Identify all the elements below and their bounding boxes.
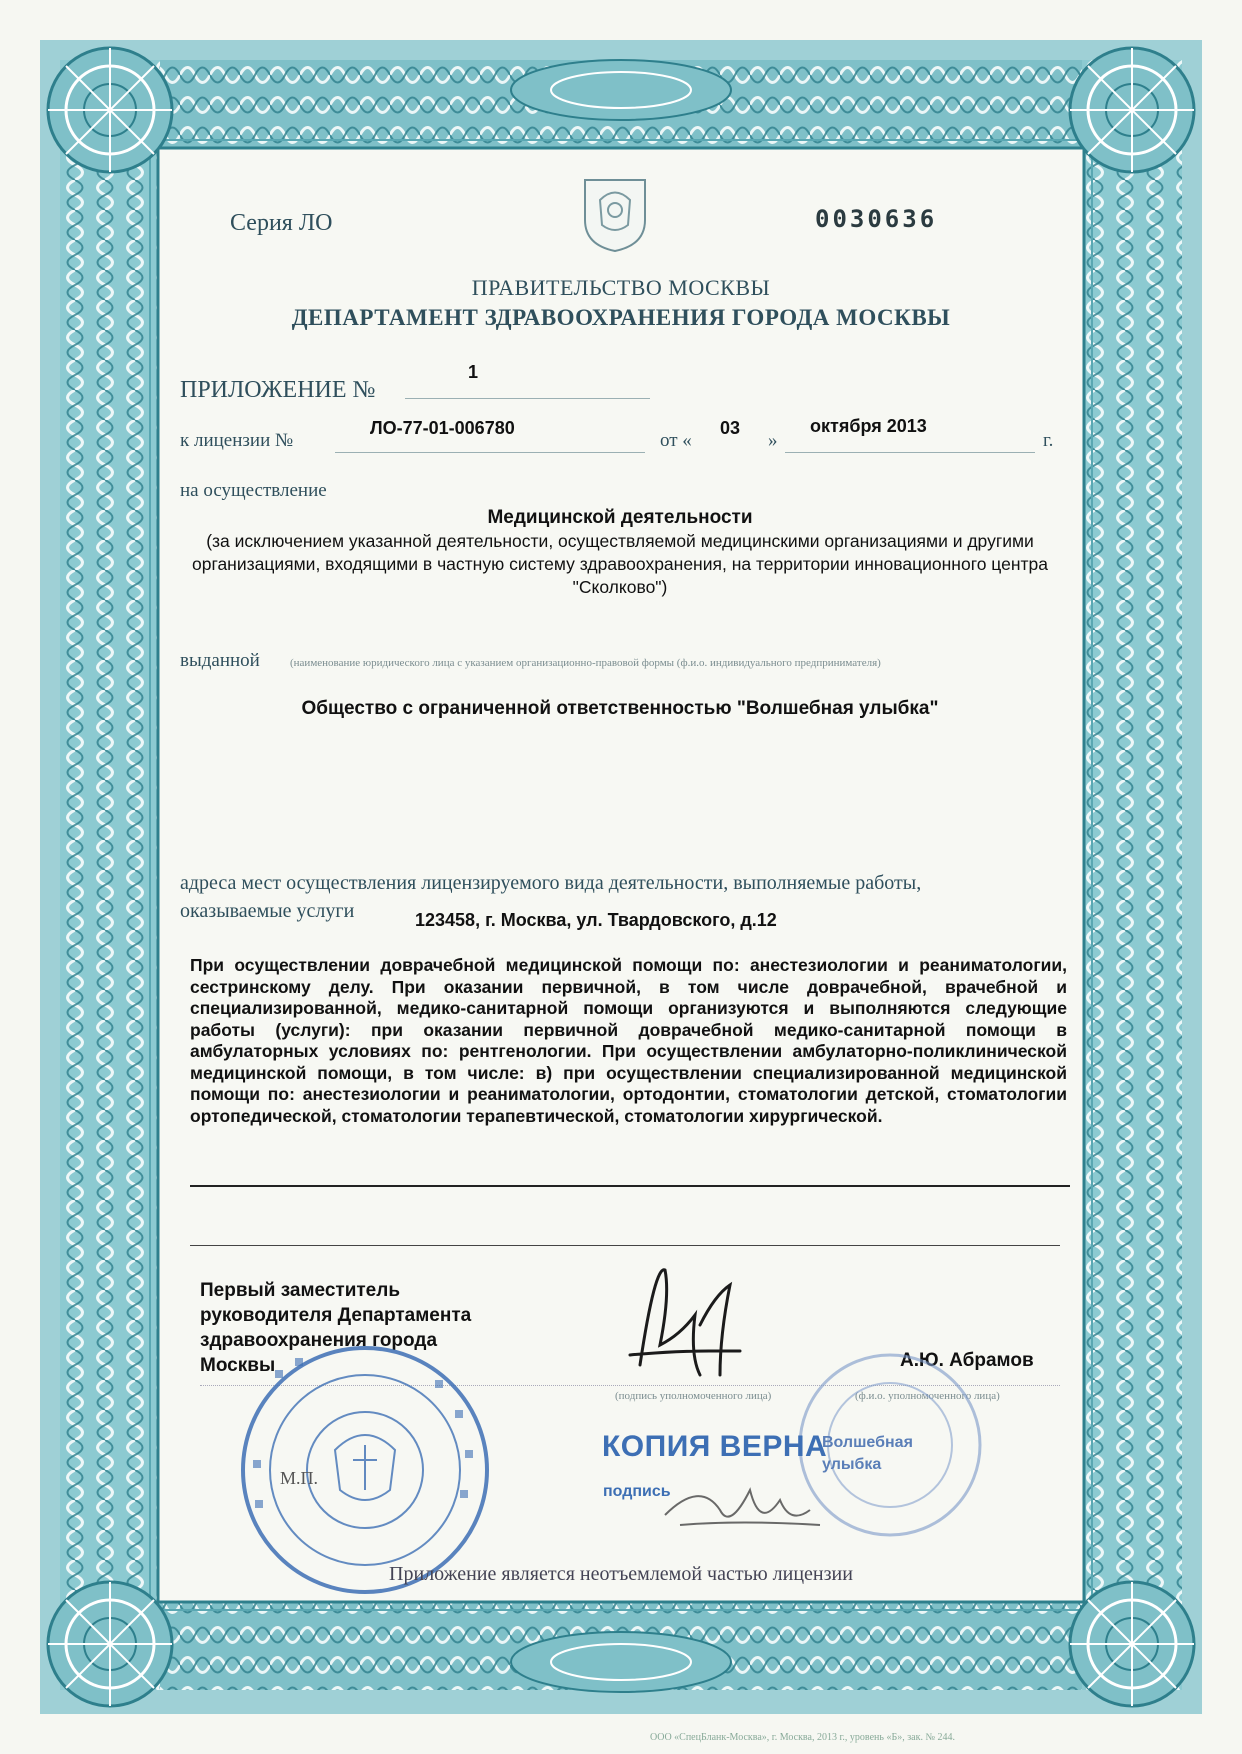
official-seal [235, 1340, 495, 1600]
copy-stamp-text: КОПИЯ ВЕРНА [602, 1430, 828, 1463]
issued-hint: (наименование юридического лица с указанием организационно-правовой формы (ф.и.о. индивидуального предпринимателя) [290, 657, 881, 669]
license-number: ЛО-77-01-006780 [370, 418, 515, 438]
appendix-label: ПРИЛОЖЕНИЕ № [180, 377, 376, 403]
license-close-quote: » [768, 430, 778, 451]
footer-note: Приложение является неотъемлемой частью лицензии [389, 1563, 853, 1585]
signatory-position-line4: Москвы [200, 1355, 276, 1376]
issued-label: выданной [180, 650, 260, 671]
signatory-name: А.Ю. Абрамов [900, 1350, 1034, 1371]
sign-hint: (подпись уполномоченного лица) [615, 1390, 772, 1402]
copy-signature-graphic [660, 1470, 830, 1550]
license-from-label: от « [660, 430, 692, 451]
serial-number: 0030636 [815, 205, 938, 233]
address-value: 123458, г. Москва, ул. Твардовского, д.12 [415, 910, 777, 930]
printer-note: ООО «СпецБланк-Москва», г. Москва, 2013 г., уровень «Б», зак. № 244. [650, 1732, 955, 1743]
address-label-line2: оказываемые услуги [180, 900, 355, 922]
services-text: При осуществлении доврачебной медицинской помощи по: анестезиологии и реаниматологии, сестринскому делу. При оказании первичной, в том числе доврачебной, врачебной и специализированной, медико-санитарной помощи организуются и выполняются следующие работы (услуги): при оказании первичной доврачебной медико-санитарной помощи в амбулаторных условиях по: рентгенологии. При осуществлении амбулаторно-поликлинической медицинской помощи, в том числе: в) при осуществлении специализированной медицинской помощи по: анестезиологии и реаниматологии, ортодонтии, стоматологии детской, стоматологии ортопедической, стоматологии терапевтической, стоматологии хирургической. [190, 955, 1067, 1126]
issued-organization: Общество с ограниченной ответственностью "Волшебная улыбка" [301, 698, 939, 719]
license-year-suffix: г. [1043, 430, 1054, 451]
name-hint: (ф.и.о. уполномоченного лица) [855, 1390, 1000, 1402]
signatory-position-line3: здравоохранения города [200, 1330, 438, 1351]
activity-title: Медицинской деятельности [487, 507, 753, 528]
government-title: ПРАВИТЕЛЬСТВО МОСКВЫ [471, 275, 771, 300]
license-day: 03 [720, 418, 741, 438]
activity-description: (за исключением указанной деятельности, осуществляемой медицинскими организациями и другими организациями, входящими в частную систему здравоохранения, на территории инновационного центра "Сколково") [191, 531, 1048, 597]
signatory-position-line1: Первый заместитель [200, 1280, 401, 1301]
license-month-year: октября 2013 [810, 416, 927, 436]
signatory-position-line2: руководителя Департамента [200, 1305, 472, 1326]
signature-graphic [620, 1255, 780, 1390]
copy-stamp-company: Волшебная улыбка [822, 1434, 913, 1473]
coat-of-arms-icon [580, 175, 650, 253]
copy-stamp-signature-label: подпись [603, 1483, 671, 1500]
corner-rosette-tl [48, 48, 172, 172]
appendix-number: 1 [468, 362, 479, 382]
mp-label: М.П. [280, 1468, 319, 1488]
activity-label: на осуществление [180, 480, 327, 501]
address-label-line1: адреса мест осуществления лицензируемого вида деятельности, выполняемые работы, [180, 872, 922, 894]
license-label: к лицензии № [180, 430, 294, 451]
department-title: ДЕПАРТАМЕНТ ЗДРАВООХРАНЕНИЯ ГОРОДА МОСКВЫ [291, 305, 951, 330]
series-label: Серия ЛО [230, 210, 333, 236]
